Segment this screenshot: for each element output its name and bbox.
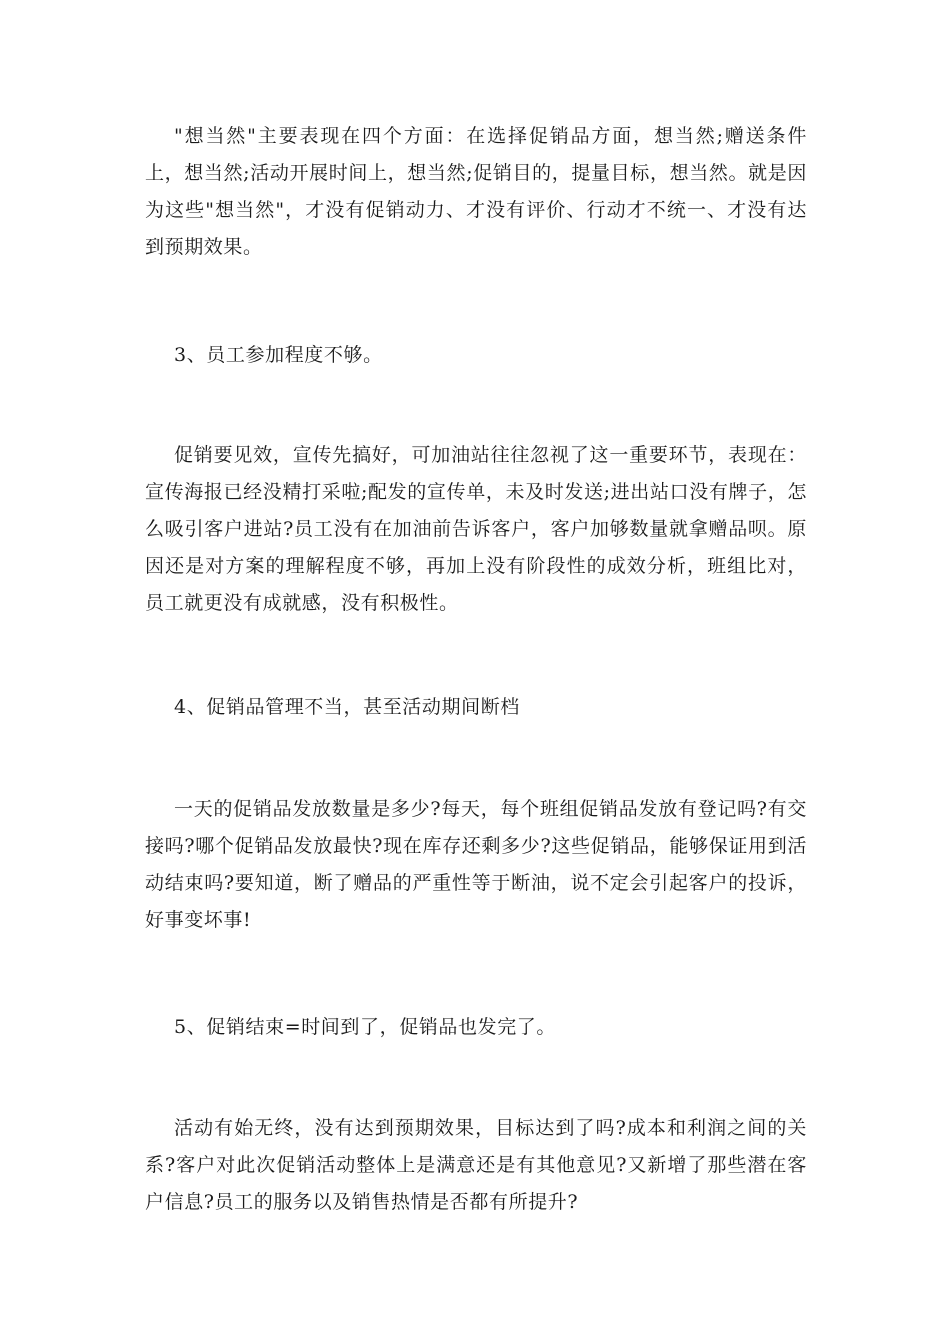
section-heading-4: 4、促销品管理不当，甚至活动期间断档 [174, 696, 520, 718]
paragraph-gift-management: 一天的促销品发放数量是多少?每天，每个班组促销品发放有登记吗?有交接吗?哪个促销品发放最快?现在库存还剩多少?这些促销品，能够保证用到活动结束吗?要知道，断了赠品的严重性等于断油，说不定会引起客户的投诉，好事变坏事! [145, 798, 807, 931]
section-heading-3: 3、员工参加程度不够。 [174, 344, 383, 366]
paragraph-promotion-end: 活动有始无终，没有达到预期效果，目标达到了吗?成本和利润之间的关系?客户对此次促销活动整体上是满意还是有其他意见?又新增了那些潜在客户信息?员工的服务以及销售热情是否都有所提升? [145, 1117, 807, 1213]
paragraph-assumptions: "想当然"主要表现在四个方面：在选择促销品方面，想当然;赠送条件上，想当然;活动开展时间上，想当然;促销目的，提量目标，想当然。就是因为这些"想当然"，才没有促销动力、才没有评价、行动才不统一、才没有达到预期效果。 [145, 125, 807, 258]
section-heading-5: 5、促销结束=时间到了，促销品也发完了。 [174, 1016, 557, 1038]
paragraph-promotion-publicity: 促销要见效，宣传先搞好，可加油站往往忽视了这一重要环节，表现在：宣传海报已经没精打采啦;配发的宣传单，未及时发送;进出站口没有牌子，怎么吸引客户进站?员工没有在加油前告诉客户，客户加够数量就拿赠品呗。原因还是对方案的理解程度不够，再加上没有阶段性的成效分析，班组比对，员工就更没有成就感，没有积极性。 [145, 444, 807, 614]
